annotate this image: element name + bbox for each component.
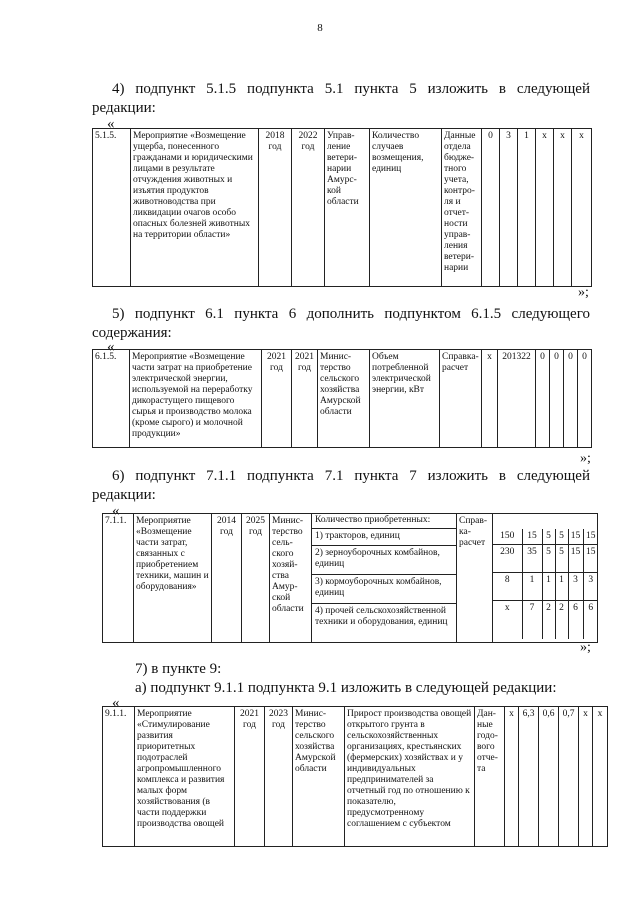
value-row — [493, 601, 598, 639]
start-year: 2014 год — [212, 514, 242, 643]
section2-heading-line1: 5) подпункт 6.1 пункта 6 дополнить подпунктом 6.1.5 следующего — [112, 306, 590, 322]
measure-name: Мероприятие «Возмещение ущерба, понесенного гражданами и юридическими лицами в результате отчуждения животных и изъятия продуктов животноводства при ликвидации очагов особо опасных болезней животных на территории области» — [131, 129, 259, 287]
value-cell: 15 — [522, 529, 542, 545]
row-number: 7.1.1. — [103, 514, 134, 643]
value-row — [493, 529, 598, 545]
section2-open-quote: « — [107, 339, 115, 355]
section2-close-quote: »; — [580, 451, 591, 466]
value-cell: 3 — [568, 573, 583, 601]
section3-heading-line2: редакции: — [92, 487, 156, 503]
value-cell: х — [593, 707, 608, 847]
value-cell: 3 — [583, 573, 598, 601]
value-cell: 15 — [583, 529, 598, 545]
table-row — [103, 514, 598, 529]
value-cell: 0 — [536, 350, 550, 448]
value-cell: 5 — [542, 529, 555, 545]
value-cell: 15 — [568, 545, 583, 573]
value-cell: 0 — [482, 129, 500, 287]
executor: Минис-терство сельского хозяйства Амурской области — [318, 350, 370, 448]
executor: Минис-терство сель-ского хозяй-ства Амур-ской области — [270, 514, 312, 643]
value-cell: 0 — [564, 350, 578, 448]
section2-heading-line2: содержания: — [92, 325, 172, 341]
data-source: Данные отдела бюдже-тного учета, контро-ля и отчет-ности управ-ления ветери-нарии — [442, 129, 482, 287]
section1-heading-line1: 4) подпункт 5.1.5 подпункта 5.1 пункта 5 изложить в следующей — [112, 81, 590, 97]
value-cell: 3 — [500, 129, 518, 287]
value-cell: 0 — [550, 350, 564, 448]
section1-close-quote: »; — [578, 285, 589, 300]
row-number: 5.1.5. — [93, 129, 131, 287]
section4-table — [102, 706, 608, 847]
value-cell: 1 — [518, 129, 536, 287]
indicator-sublist — [312, 529, 457, 643]
value-cell: 5 — [542, 545, 555, 573]
section1-open-quote: « — [107, 116, 115, 132]
measure-name: Мероприятие «Возмещение части затрат, связанных с приобретением техники, машин и оборудования» — [134, 514, 212, 643]
value-cell: 1 — [522, 573, 542, 601]
value-cell: 1 — [555, 573, 568, 601]
section2-table — [92, 349, 592, 448]
value-cell: 35 — [522, 545, 542, 573]
table-row — [93, 350, 592, 448]
value-cell: х — [493, 601, 522, 639]
value-cell: х — [554, 129, 572, 287]
measure-name: Мероприятие «Стимулирование развития приоритетных подотраслей агропромышленного комплекса и развития малых форм хозяйствования (в части поддержки производства овощей — [135, 707, 235, 847]
value-cell: 0,7 — [559, 707, 579, 847]
table-row — [103, 707, 608, 847]
indicator: Прирост производства овощей открытого грунта в сельскохозяйственных организациях, крестьянских (фермерских) хозяйствах и у индивидуальных предпринимателей за отчетный год по отношению к показателю, предусмотренному соглашением с субъектом — [345, 707, 475, 847]
section4-line1: 7) в пункте 9: — [135, 661, 222, 677]
value-cell: 7 — [522, 601, 542, 639]
table-row — [93, 129, 592, 287]
value-cell: 15 — [568, 529, 583, 545]
value-cell: 201322 — [498, 350, 536, 448]
sub-indicator-1: 1) тракторов, единиц — [312, 529, 456, 546]
sub-indicator-4: 4) прочей сельскохозяйственной техники и оборудования, единиц — [315, 606, 448, 627]
start-year: 2018 год — [259, 129, 292, 287]
value-cell: 6,3 — [519, 707, 539, 847]
value-cell: 15 — [583, 545, 598, 573]
end-year: 2023 год — [265, 707, 293, 847]
data-source: Дан-ные годо-вого отче-та — [475, 707, 505, 847]
value-row — [493, 573, 598, 601]
sub-indicator-3: 3) кормоуборочных комбайнов, единиц — [312, 575, 456, 604]
values-top-spacer — [493, 514, 598, 529]
value-cell: 8 — [493, 573, 522, 601]
sub-indicator-2: 2) зерноуборочных комбайнов, единиц — [312, 546, 456, 575]
end-year: 2022 год — [292, 129, 325, 287]
executor: Минис-терство сельского хозяйства Амурской области — [293, 707, 345, 847]
values-grid — [493, 529, 598, 639]
section3-open-quote: « — [112, 503, 120, 519]
value-cell: 2 — [555, 601, 568, 639]
value-cell: х — [572, 129, 592, 287]
row-number: 9.1.1. — [103, 707, 135, 847]
data-source: Справка-расчет — [440, 350, 482, 448]
value-cell: 5 — [555, 529, 568, 545]
measure-name: Мероприятие «Возмещение части затрат на приобретение электрической энергии, используемой на переработку дикорастущего пищевого сырья и производство молока (кроме сырого) и молочной продукции» — [130, 350, 262, 448]
end-year: 2021 год — [292, 350, 318, 448]
start-year: 2021 год — [235, 707, 265, 847]
value-cell: х — [505, 707, 519, 847]
value-cell: х — [482, 350, 498, 448]
section4-open-quote: « — [112, 695, 120, 711]
page-number: 8 — [317, 22, 323, 34]
end-year: 2025 год — [242, 514, 270, 643]
indicator: Количество случаев возмещения, единиц — [370, 129, 442, 287]
value-cell: 230 — [493, 545, 522, 573]
value-cell: х — [536, 129, 554, 287]
executor: Управ-ление ветери-нарии Амурс-кой области — [325, 129, 370, 287]
start-year: 2021 год — [262, 350, 292, 448]
value-cell: 0,6 — [539, 707, 559, 847]
section3-heading-line1: 6) подпункт 7.1.1 подпункта 7.1 пункта 7 изложить в следующей — [112, 468, 590, 484]
indicator: Объем потребленной электрической энергии, кВт — [370, 350, 440, 448]
value-row — [493, 545, 598, 573]
value-cell: 0 — [578, 350, 592, 448]
values-block — [493, 529, 598, 643]
section3-table — [102, 513, 598, 643]
value-cell: 2 — [542, 601, 555, 639]
value-cell: 6 — [583, 601, 598, 639]
value-cell: 6 — [568, 601, 583, 639]
section1-table — [92, 128, 592, 287]
value-cell: 150 — [493, 529, 522, 545]
data-source: Справ-ка-расчет — [457, 514, 493, 643]
section3-close-quote: »; — [580, 640, 591, 655]
section1-heading-line2: редакции: — [92, 100, 156, 116]
value-cell: 5 — [555, 545, 568, 573]
section4-line2: а) подпункт 9.1.1 подпункта 9.1 изложить в следующей редакции: — [135, 680, 557, 696]
row-number: 6.1.5. — [93, 350, 130, 448]
value-cell: 1 — [542, 573, 555, 601]
value-cell: х — [579, 707, 593, 847]
indicator-title: Количество приобретенных: — [312, 514, 457, 529]
